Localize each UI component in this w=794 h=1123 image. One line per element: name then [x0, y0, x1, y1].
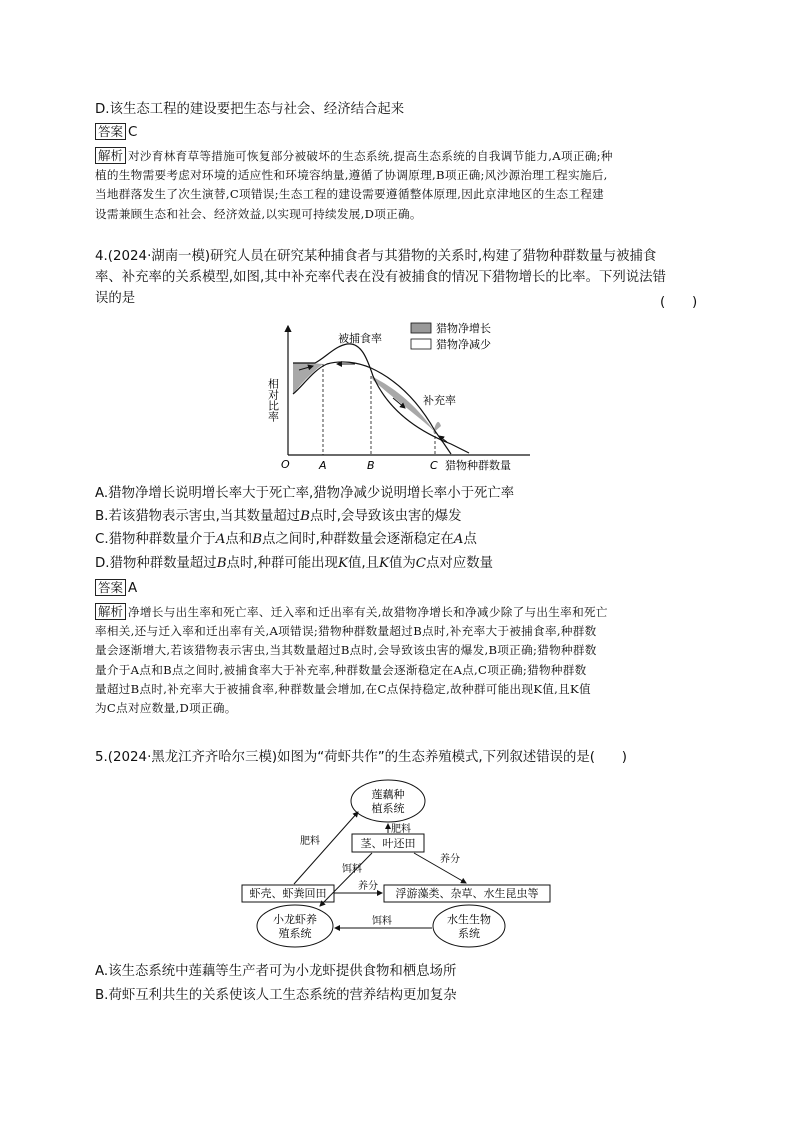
- q3-explain-line: 植的生物需要考虑对环境的适应性和环境容纳量,遵循了协调原理,B项正确;风沙源治理工程实施后,: [95, 168, 608, 183]
- q3-explanation: [95, 147, 700, 224]
- q5-option-a: A.该生态系统中莲藕等生产者可为小龙虾提供食物和栖息场所: [95, 964, 457, 979]
- q4-explain-line: 率相关,还与迁入率和迁出率有关,A项错误;猎物种群数量超过B点时,补充率大于被捕食率,种群数: [95, 624, 597, 639]
- q3-option-d: D.该生态工程的建设要把生态与社会、经济结合起来: [95, 102, 405, 117]
- q4-stem-line: 误的是: [95, 291, 136, 306]
- variable: C: [415, 556, 427, 571]
- option-text: 点和: [225, 532, 253, 547]
- recruitment-curve: [293, 362, 451, 454]
- x-axis-label: 猎物种群数量: [445, 459, 511, 472]
- shrimp-waste-label: 虾壳、虾粪回田: [249, 887, 327, 900]
- aquatic-label-1: 水生生物: [447, 913, 491, 926]
- q3-explain-line: 当地群落发生了次生演替,C项错误;生态工程的建设需要遵循整体原理,因此京津地区的生态工程建: [95, 187, 604, 202]
- recruitment-label: 补充率: [423, 394, 456, 407]
- answer-tag: 答案: [95, 123, 126, 140]
- q4-answer-line: [95, 579, 137, 598]
- legend-gain-swatch: [411, 323, 431, 333]
- plankton-label: 浮游藻类、杂草、水生昆虫等: [395, 887, 539, 900]
- q4-explain-text-1: 净增长与出生率和死亡率、迁入率和迁出率有关,故猎物净增长和净减少除了与出生率和死亡: [128, 605, 608, 619]
- variable: K: [379, 556, 390, 571]
- q4-explain-line: 量会逐渐增大,若该猎物表示害虫,当其数量超过B点时,会导致该虫害的爆发,B项正确;猎物种群数: [95, 643, 597, 658]
- q4-option-b: [95, 507, 462, 527]
- legend-loss-swatch: [411, 339, 431, 349]
- crayfish-system-node: [257, 905, 333, 947]
- explain-tag: 解析: [95, 603, 126, 620]
- q4-explain-line: 量超过B点时,补充率大于被捕食率,种群数量会增加,在C点保持稳定,故种群可能出现K值,且K值: [95, 681, 591, 696]
- q5-option-b: B.荷虾互利共生的关系使该人工生态系统的营养结构更加复杂: [95, 988, 457, 1003]
- answer-paren: ( ): [660, 295, 698, 310]
- predation-label: 被捕食率: [338, 332, 382, 345]
- label-nutrient-1: 养分: [440, 854, 460, 865]
- q4-option-d: [95, 554, 493, 574]
- origin-label: O: [281, 458, 290, 471]
- option-text: 点: [463, 532, 477, 547]
- crayfish-label-1: 小龙虾养: [273, 913, 317, 926]
- label-fertilizer-1: 肥料: [300, 836, 320, 847]
- q4-rate-figure: [255, 318, 545, 478]
- q4-option-c: [95, 530, 477, 550]
- variable: A: [453, 532, 464, 547]
- option-text: D.猎物种群数量超过: [95, 556, 217, 571]
- q4-stem: [95, 246, 700, 309]
- q4-answer-value: A: [128, 581, 138, 596]
- q4-option-a: A.猎物净增长说明增长率大于死亡率,猎物净减少说明增长率小于死亡率: [95, 486, 515, 501]
- variable: B: [216, 556, 227, 571]
- tick-c: C: [430, 459, 438, 472]
- lotus-system-node: [351, 780, 425, 822]
- q3-explain-line: 设需兼顾生态和社会、经济效益,以实现可持续发展,D项正确。: [95, 206, 422, 221]
- q5-ecosystem-diagram: [236, 778, 556, 950]
- q4-explain-line: 为C点对应数量,D项正确。: [95, 701, 237, 716]
- option-text: B.若该猎物表示害虫,当其数量超过: [95, 509, 301, 524]
- label-fertilizer-2: 肥料: [391, 824, 411, 835]
- lotus-label-1: 莲藕种: [371, 788, 405, 801]
- y-axis-label: 相对比率: [266, 378, 280, 422]
- q3-explain-line: [95, 147, 700, 166]
- option-text: C.猎物种群数量介于: [95, 532, 216, 547]
- aquatic-system-node: [433, 905, 505, 947]
- variable: A: [215, 532, 226, 547]
- legend-loss-label: 猎物净减少: [436, 338, 491, 351]
- option-text: 值,且: [347, 556, 379, 571]
- q3-explain-text-1: 对沙育林育草等措施可恢复部分被破坏的生态系统,提高生态系统的自我调节能力,A项正确;种: [128, 149, 613, 163]
- option-text: 点之间时,种群数量会逐渐稳定在: [262, 532, 454, 547]
- option-text: 点时,种群可能出现: [226, 556, 338, 571]
- label-nutrient-2: 养分: [358, 881, 378, 892]
- q4-explain-line: 量介于A点和B点之间时,被捕食率大于补充率,种群数量会逐渐稳定在A点,C项正确;猎物种群数: [95, 662, 587, 677]
- answer-tag: 答案: [95, 579, 126, 596]
- variable: B: [252, 532, 263, 547]
- arrow-stems-to-crayfish: [320, 853, 372, 906]
- q3-answer-line: [95, 123, 137, 142]
- variable: B: [300, 509, 311, 524]
- aquatic-label-2: 系统: [458, 927, 480, 940]
- tick-b: B: [367, 459, 375, 472]
- q4-explanation: [95, 603, 700, 718]
- label-feed-1: 饵料: [342, 864, 362, 875]
- tick-a: A: [319, 459, 327, 472]
- option-text: 值为: [389, 556, 416, 571]
- q5-stem: 5.(2024·黑龙江齐齐哈尔三模)如图为“荷虾共作”的生态养殖模式,下列叙述错误的是( ): [95, 750, 628, 765]
- q4-stem-line: 率、补充率的关系模型,如图,其中补充率代表在没有被捕食的情况下猎物增长的比率。下列说法错: [95, 270, 666, 285]
- lotus-label-2: 植系统: [371, 802, 405, 815]
- legend-gain-label: 猎物净增长: [436, 322, 491, 335]
- option-text: 点时,会导致该虫害的爆发: [310, 509, 462, 524]
- explain-tag: 解析: [95, 147, 126, 164]
- net-gain-region-tail: [433, 422, 441, 433]
- q4-stem-line: 4.(2024·湖南一模)研究人员在研究某种捕食者与其猎物的关系时,构建了猎物种群数量与被捕食: [95, 249, 657, 264]
- label-feed-2: 饵料: [372, 916, 392, 927]
- stems-label: 茎、叶还田: [360, 837, 416, 850]
- crayfish-label-2: 殖系统: [278, 927, 312, 940]
- q3-answer-value: C: [128, 125, 138, 140]
- variable: K: [337, 556, 348, 571]
- option-text: 点对应数量: [426, 556, 493, 571]
- q4-explain-line: [95, 603, 700, 622]
